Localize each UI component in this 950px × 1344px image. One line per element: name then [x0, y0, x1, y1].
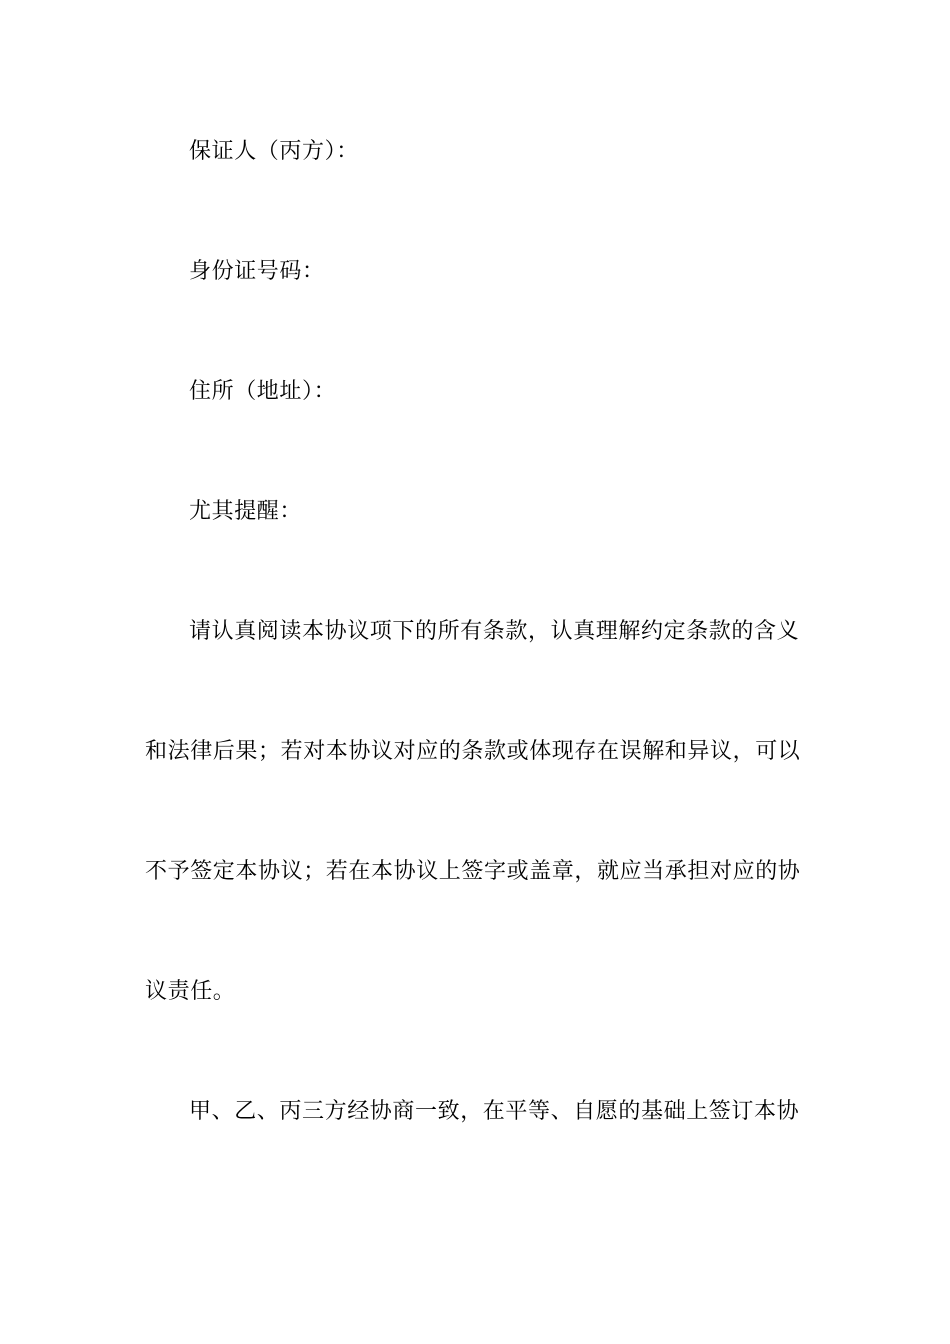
guarantor-label: 保证人（丙方）：: [189, 139, 359, 164]
agreement-intro-line-1: 甲、乙、丙三方经协商一致，在平等、自愿的基础上签订本协: [189, 1099, 800, 1124]
reminder-paragraph-line-4: 议责任。: [145, 979, 236, 1004]
reminder-paragraph-line-2: 和法律后果；若对本协议对应的条款或体现存在误解和异议，可以: [145, 739, 801, 764]
reminder-paragraph-line-1: 请认真阅读本协议项下的所有条款，认真理解约定条款的含义: [189, 619, 800, 644]
address-label: 住所（地址）：: [189, 379, 337, 404]
reminder-paragraph-line-3: 不予签定本协议；若在本协议上签字或盖章，就应当承担对应的协: [145, 859, 801, 884]
id-number-label: 身份证号码：: [189, 259, 325, 284]
special-reminder-heading: 尤其提醒：: [189, 499, 303, 524]
